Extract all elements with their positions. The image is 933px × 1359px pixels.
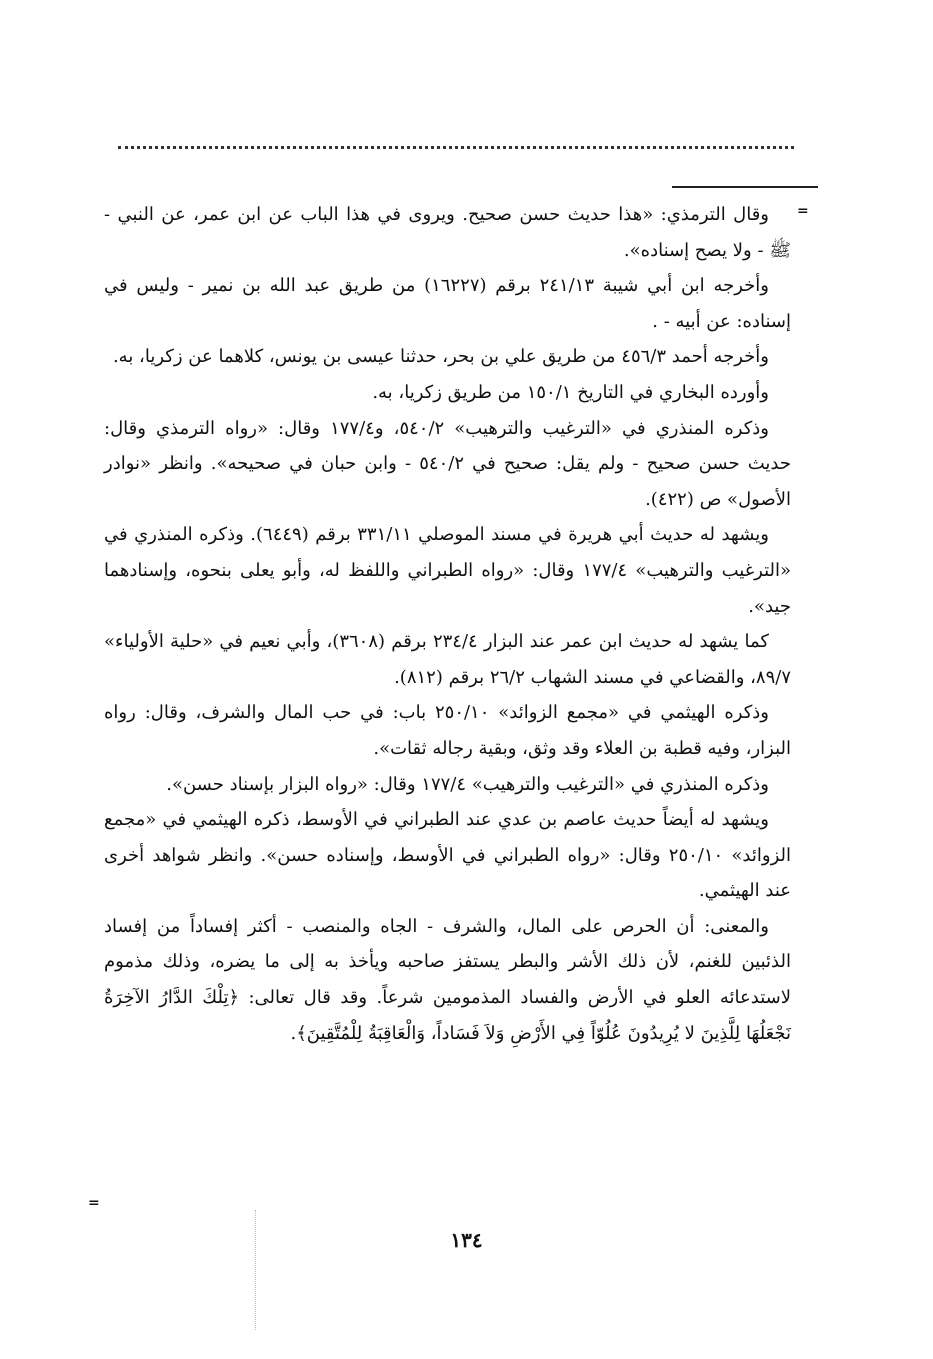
paragraph-ibn-abi-shaybah: وأخرجه ابن أبي شيبة ٢٤١/١٣ برقم (١٦٢٢٧) من طريق عبد الله بن نمير - وليس في إسناده: عن أبيه - . [104,275,791,332]
paragraph-tirmidhi: وقال الترمذي: «هذا حديث حسن صحيح. ويروى في هذا الباب عن ابن عمر، عن النبي - ﷺ - ولا يصح إسناده». [104,204,791,261]
paragraph-ahmad: وأخرجه أحمد ٤٥٦/٣ من طريق علي بن بحر، حدثنا عيسى بن يونس، كلاهما عن زكريا، به. [112,346,769,368]
paragraph-asim-ibn-adi: ويشهد له أيضاً حديث عاصم بن عدي عند الطبراني في الأوسط، ذكره الهيثمي في «مجمع الزوائد» ٢٥٠/١٠ وقال: «رواه الطبراني في الأوسط، وإسناده حسن». وانظر شواهد أخرى عند الهيثمي. [104,809,791,902]
paragraph-bukhari: وأورده البخاري في التاريخ ١٥٠/١ من طريق زكريا، به. [372,381,769,403]
page-number: ١٣٤ [450,1228,483,1252]
paragraph-mundhiri-bazzar: وذكره المنذري في «الترغيب والترهيب» ١٧٧/٤ وقال: «رواه البزار بإسناد حسن». [166,773,769,795]
continuation-marker-bottom: = [88,1195,100,1211]
footnotes-text [104,197,791,1051]
continuation-marker-top: = [797,203,809,219]
dotted-separator [118,146,794,149]
paragraph-meaning: والمعنى: أن الحرص على المال، والشرف - الجاه والمنصب - أكثر إفساداً من إفساد الذئبين للغنم، لأن ذلك الأشر والبطر يستفز صاحبه ويأخذ به إلى ما يضره، وذلك مذموم لاستدعائه العلو في الأرض والفساد المذمومين شرعاً. وقد قال تعالى: ﴿تِلْكَ الدَّارُ الآخِرَةُ نَجْعَلُهَا لِلَّذِينَ لا يُرِيدُونَ عُلُوّاً فِي الأَرْضِ وَلاَ فَسَاداً، وَالْعَاقِبَةُ لِلْمُتَّقِينَ﴾. [104,915,791,1044]
paragraph-ibn-umar: كما يشهد له حديث ابن عمر عند البزار ٢٣٤/٤ برقم (٣٦٠٨)، وأبي نعيم في «حلية الأولياء» ٨٩/٧، والقضاعي في مسند الشهاب ٢٦/٢ برقم (٨١٢). [104,631,791,688]
paragraph-haythami: وذكره الهيثمي في «مجمع الزوائد» ٢٥٠/١٠ باب: في حب المال والشرف، وقال: رواه البزار، وفيه قطبة بن العلاء وقد وثق، وبقية رجاله ثقات». [104,702,791,759]
paragraph-mundhiri: وذكره المنذري في «الترغيب والترهيب» ٥٤٠/٢، و١٧٧/٤ وقال: «رواه الترمذي وقال: حديث حسن صحيح - ولم يقل: صحيح في ٥٤٠/٢ - وابن حبان في صحيحه». وانظر «نوادر الأصول» ص (٤٢٢). [104,417,791,510]
paragraph-abu-hurairah: ويشهد له حديث أبي هريرة في مسند الموصلي ٣٣١/١١ برقم (٦٤٤٩). وذكره المنذري في «الترغيب والترهيب» ١٧٧/٤ وقال: «رواه الطبراني واللفظ له، وأبو يعلى بنحوه، وإسنادهما جيد». [104,524,791,617]
footnote-separator-rule [672,186,818,188]
